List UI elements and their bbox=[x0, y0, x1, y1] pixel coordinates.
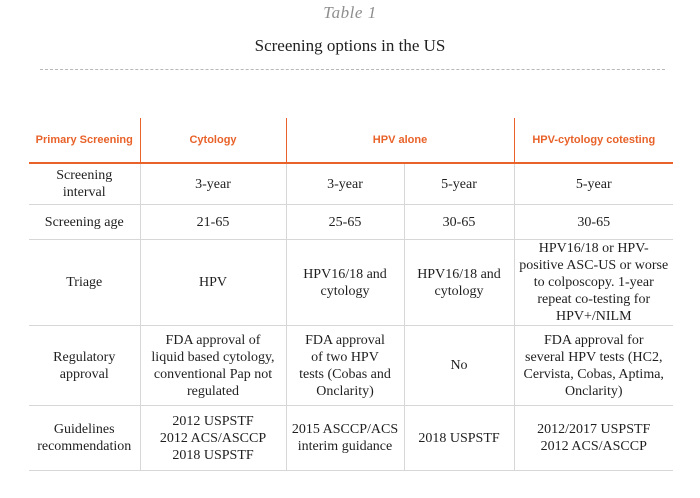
cell-hpv-alone-b: 2018 USPSTF bbox=[404, 406, 514, 471]
table-row bbox=[29, 163, 673, 205]
cell-hpv-alone-a: 3-year bbox=[286, 163, 404, 205]
cell-cytology: 2012 USPSTF 2012 ACS/ASCCP 2018 USPSTF bbox=[140, 406, 286, 471]
cell-cotesting: HPV16/18 or HPV- positive ASC-US or worse to colposcopy. 1-year repeat co-testing for HPV+/NILM bbox=[514, 240, 673, 326]
table-title: Screening options in the US bbox=[254, 36, 446, 55]
table-row bbox=[29, 240, 673, 326]
cell-hpv-alone-b: HPV16/18 and cytology bbox=[404, 240, 514, 326]
cell-hpv-alone-b: 30-65 bbox=[404, 205, 514, 240]
cell-hpv-alone-b: No bbox=[404, 326, 514, 406]
row-label: Regulatory approval bbox=[29, 326, 140, 406]
cell-hpv-alone-a: FDA approval of two HPV tests (Cobas and Onclarity) bbox=[286, 326, 404, 406]
title-divider bbox=[40, 69, 665, 70]
cell-cytology: FDA approval of liquid based cytology, conventional Pap not regulated bbox=[140, 326, 286, 406]
cell-cytology: 21-65 bbox=[140, 205, 286, 240]
table-row bbox=[29, 205, 673, 240]
cell-cotesting: 2012/2017 USPSTF 2012 ACS/ASCCP bbox=[514, 406, 673, 471]
cell-cotesting: 5-year bbox=[514, 163, 673, 205]
table-caption: Table 1 bbox=[323, 3, 377, 22]
row-label: Screening interval bbox=[29, 163, 140, 205]
cell-cytology: HPV bbox=[140, 240, 286, 326]
header-cytology: Cytology bbox=[140, 118, 286, 163]
header-cotesting: HPV-cytology cotesting bbox=[514, 118, 673, 163]
cell-cotesting: 30-65 bbox=[514, 205, 673, 240]
cell-hpv-alone-a: 2015 ASCCP/ACS interim guidance bbox=[286, 406, 404, 471]
cell-hpv-alone-a: 25-65 bbox=[286, 205, 404, 240]
header-primary-screening: Primary Screening bbox=[29, 118, 140, 163]
table-row bbox=[29, 326, 673, 406]
table-header-row bbox=[29, 118, 673, 163]
row-label: Triage bbox=[29, 240, 140, 326]
cell-cotesting: FDA approval for several HPV tests (HC2, Cervista, Cobas, Aptima, Onclarity) bbox=[514, 326, 673, 406]
row-label: Screening age bbox=[29, 205, 140, 240]
cell-cytology: 3-year bbox=[140, 163, 286, 205]
cell-hpv-alone-a: HPV16/18 and cytology bbox=[286, 240, 404, 326]
table-row bbox=[29, 406, 673, 471]
row-label: Guidelines recommendation bbox=[29, 406, 140, 471]
screening-options-table bbox=[29, 118, 673, 471]
header-hpv-alone: HPV alone bbox=[286, 118, 514, 163]
cell-hpv-alone-b: 5-year bbox=[404, 163, 514, 205]
